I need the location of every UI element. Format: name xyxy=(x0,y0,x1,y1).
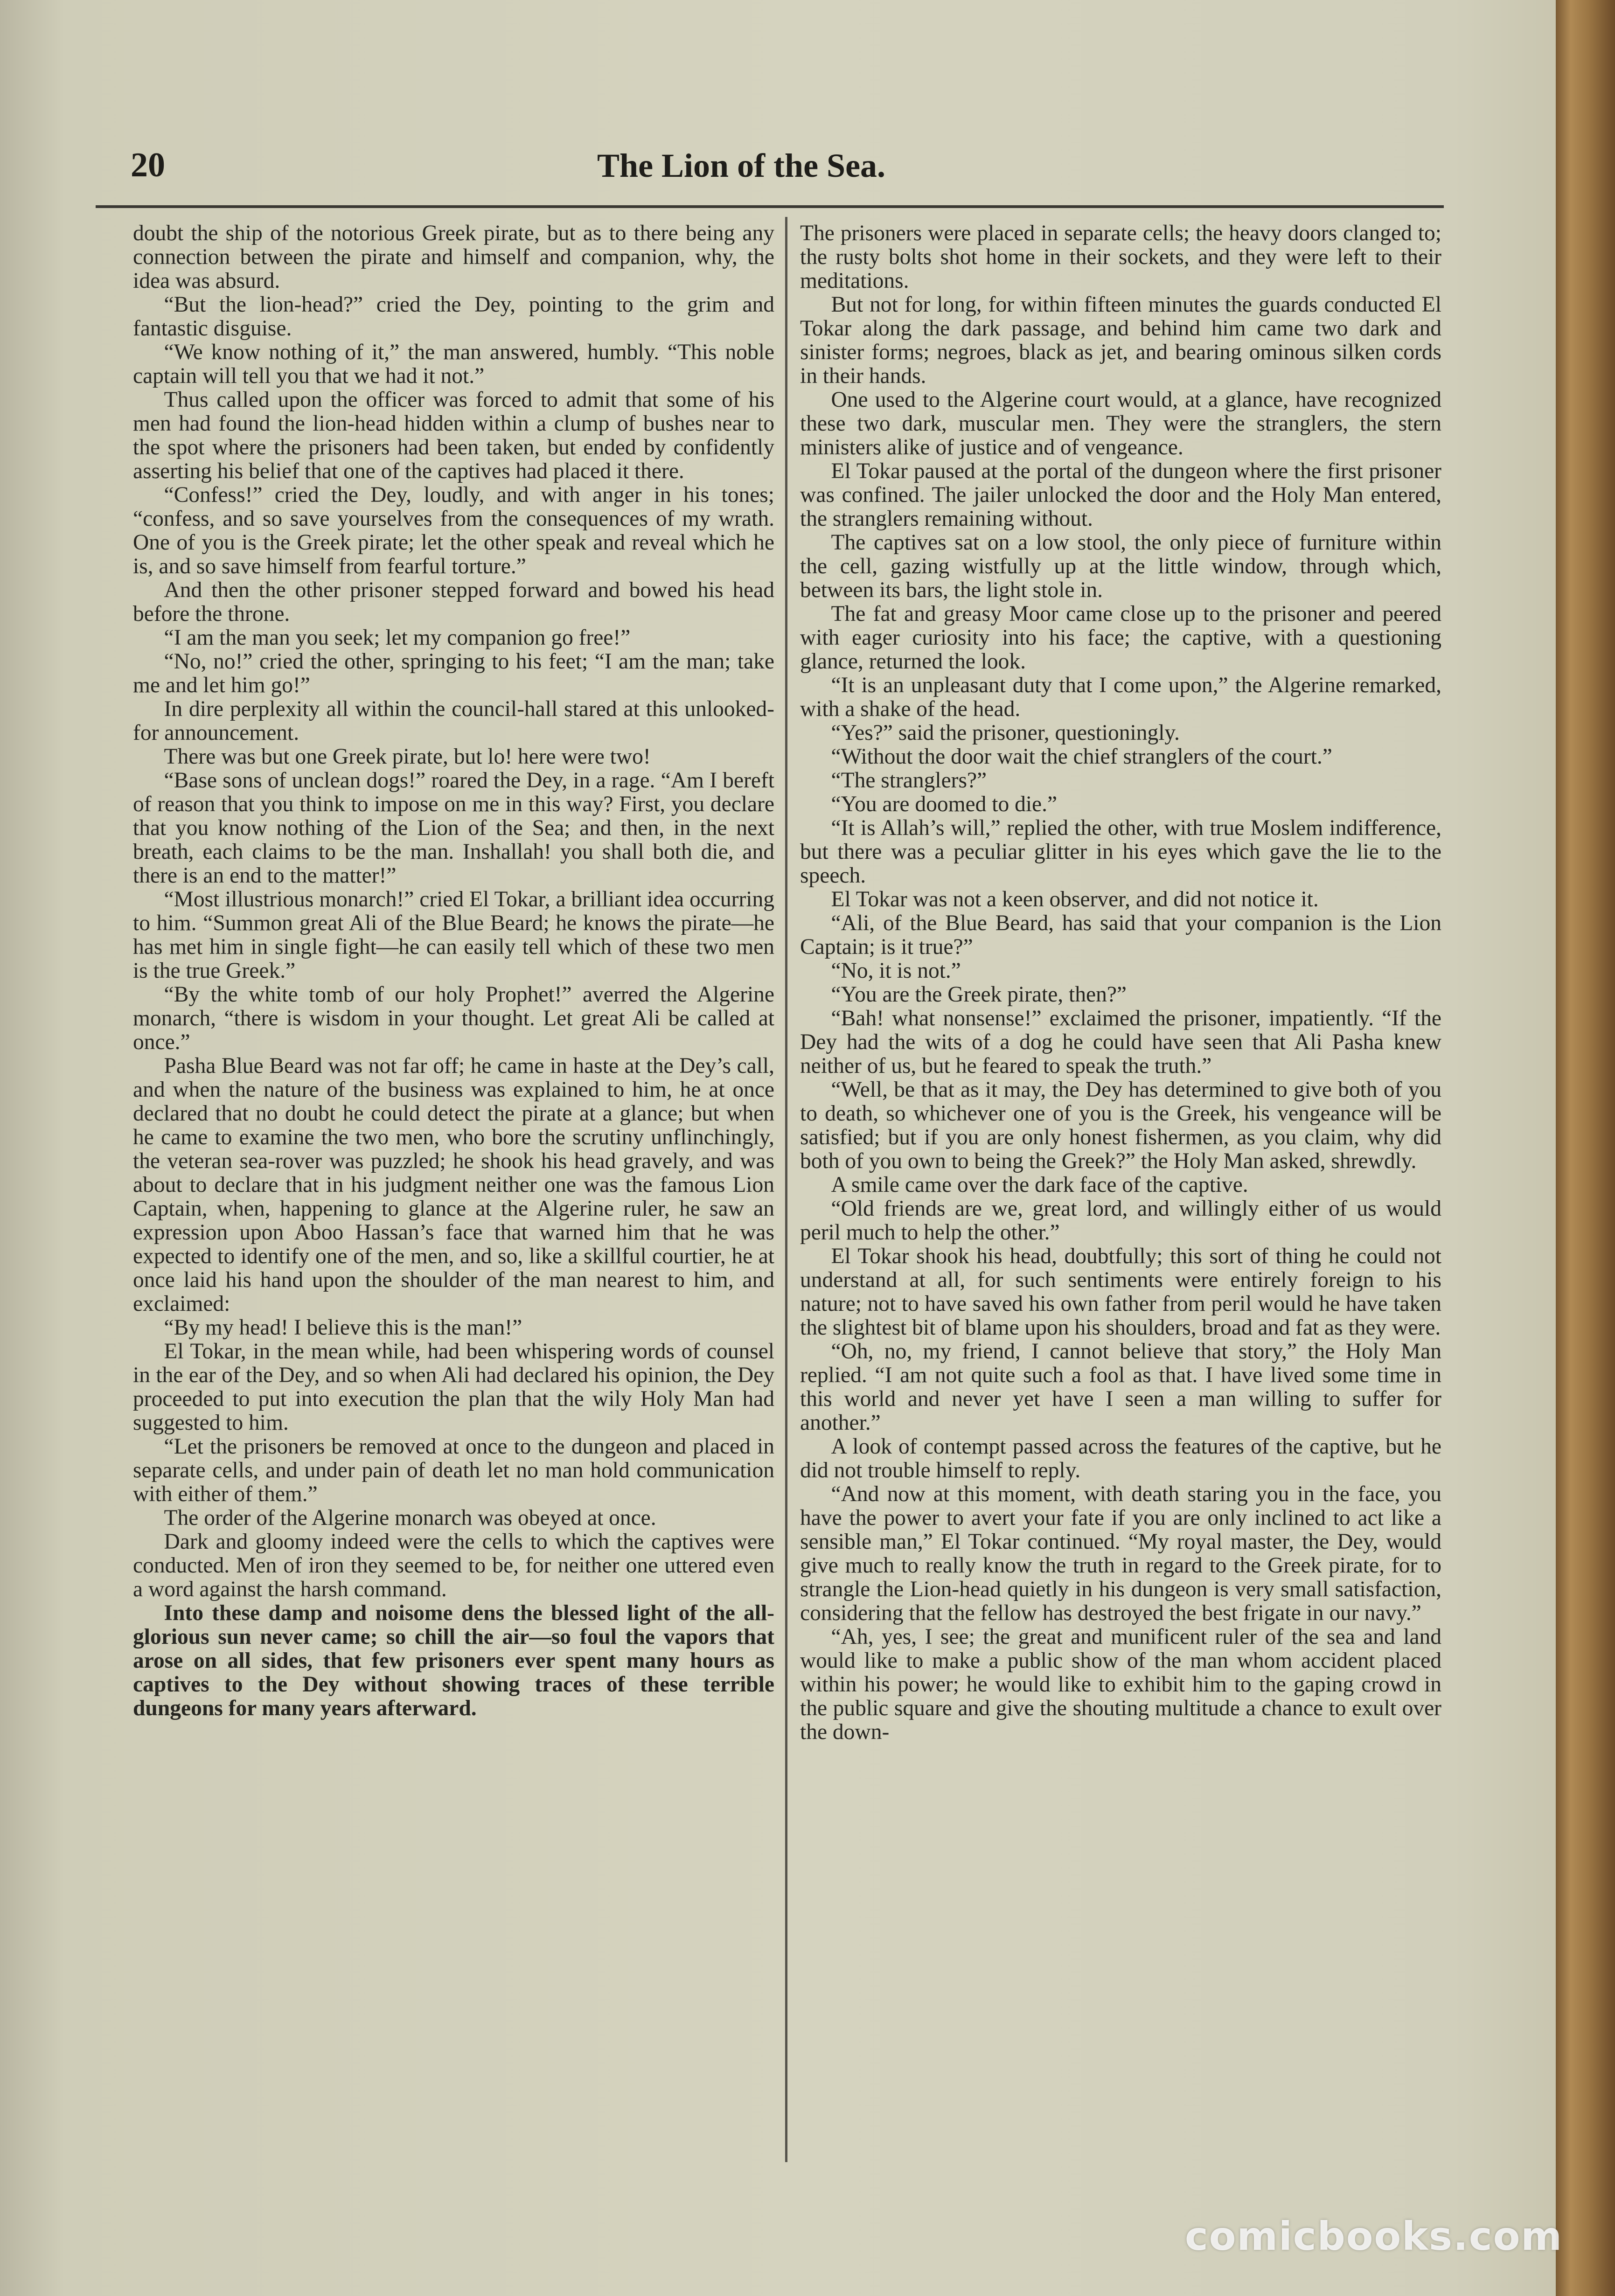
paragraph: “No, no!” cried the other, springing to his feet; “I am the man; take me and let him go!” xyxy=(133,649,774,697)
paragraph: Pasha Blue Beard was not far off; he came in haste at the Dey’s call, and when the nature of the business was explained to him, he at once declared that no doubt he could detect the pirate at a glance; but when he came to examine the two men, who bore the scrutiny unflinchingly, the veteran sea-rover was puzzled; he shook his head gravely, and was about to declare that in his judgment neither one was the famous Lion Captain, when, happening to glance at the Algerine ruler, he saw an expression upon Aboo Hassan’s face that warned him that he was expected to identify one of the men, and so, like a skillful courtier, he at once laid his hand upon the shoulder of the man nearest to him, and exclaimed: xyxy=(133,1054,774,1316)
paragraph: Thus called upon the officer was forced to admit that some of his men had found the lion-head hidden within a clump of bushes near to the spot where the prisoners had been taken, but ended by confidently asserting his belief that one of the captives had placed it there. xyxy=(133,388,774,483)
paragraph: “It is Allah’s will,” replied the other, with true Moslem indifference, but there was a peculiar glitter in his eyes which gave the lie to the speech. xyxy=(800,816,1441,888)
paragraph: “Without the door wait the chief stranglers of the court.” xyxy=(831,744,1332,769)
paragraph: “Yes?” said the prisoner, questioningly. xyxy=(831,721,1180,745)
paragraph: El Tokar was not a keen observer, and did not notice it. xyxy=(831,887,1319,911)
paragraph: But not for long, for within fifteen minutes the guards conducted El Tokar along the dark passage, and behind him came two dark and sinister forms; negroes, black as jet, and bearing ominous silken cords in their hands. xyxy=(800,292,1441,388)
paragraph: “We know nothing of it,” the man answered, humbly. “This noble captain will tell you that we had it not.” xyxy=(133,340,774,388)
paragraph: “Oh, no, my friend, I cannot believe that story,” the Holy Man replied. “I am not quite such a fool as that. I have lived some time in this world and never yet have I seen a man willing to suffer for another.” xyxy=(800,1339,1441,1435)
paragraph: “Old friends are we, great lord, and willingly either of us would peril much to help the other.” xyxy=(800,1197,1441,1245)
text-column-right xyxy=(800,222,1441,2167)
paragraph: One used to the Algerine court would, at a glance, have recognized these two dark, muscular men. They were the stranglers, the stern ministers alike of justice and of vengeance. xyxy=(800,388,1441,459)
page-number: 20 xyxy=(131,146,165,184)
paragraph: “Ali, of the Blue Beard, has said that your companion is the Lion Captain; is it true?” xyxy=(800,911,1441,959)
paragraph: Into these damp and noisome dens the blessed light of the all-glorious sun never came; so chill the air—so foul the vapors that arose on all sides, that few prisoners ever spent many hours as captives to the Dey without showing traces of these terrible dungeons for many years afterward. xyxy=(133,1601,774,1720)
paragraph: “Bah! what nonsense!” exclaimed the prisoner, impatiently. “If the Dey had the wits of a dog he could have seen that Ali Pasha knew neither of us, but he feared to speak the truth.” xyxy=(800,1006,1441,1078)
running-title: The Lion of the Sea. xyxy=(597,147,886,184)
paragraph: El Tokar, in the mean while, had been whispering words of counsel in the ear of the Dey, and so when Ali had declared his opinion, the Dey proceeded to put into execution the plan that the wily Holy Man had suggested to him. xyxy=(133,1339,774,1435)
paragraph: “By my head! I believe this is the man!” xyxy=(164,1315,522,1340)
paragraph: El Tokar paused at the portal of the dungeon where the first prisoner was confined. The jailer unlocked the door and the Holy Man entered, the stranglers remaining without. xyxy=(800,459,1441,531)
paragraph: “Base sons of unclean dogs!” roared the Dey, in a rage. “Am I bereft of reason that you think to impose on me in this way? First, you declare that you know nothing of the Lion of the Sea; and then, in the next breath, each claims to be the man. Inshallah! you shall both die, and there is an end to the matter!” xyxy=(133,768,774,888)
paragraph: The captives sat on a low stool, the only piece of furniture within the cell, gazing wistfully up at the little window, through which, between its bars, the light stole in. xyxy=(800,530,1441,602)
paragraph: “You are the Greek pirate, then?” xyxy=(831,982,1127,1007)
paragraph: A look of contempt passed across the features of the captive, but he did not trouble himself to reply. xyxy=(800,1434,1441,1482)
paragraph: “But the lion-head?” cried the Dey, pointing to the grim and fantastic disguise. xyxy=(133,292,774,341)
paragraph: “And now at this moment, with death staring you in the face, you have the power to avert your fate if you are only inclined to act like a sensible man,” El Tokar continued. “My royal master, the Dey, would give much to really know the truth in regard to the Greek pirate, for to strangle the Lion-head quietly in his dungeon is very small satisfaction, considering that the fellow has destroyed the best frigate in our navy.” xyxy=(800,1482,1441,1625)
paragraph: “It is an unpleasant duty that I come upon,” the Algerine remarked, with a shake of the head. xyxy=(800,673,1441,721)
paragraph: “No, it is not.” xyxy=(831,959,961,983)
paragraph: There was but one Greek pirate, but lo! here were two! xyxy=(164,744,651,769)
spine-binding xyxy=(1556,0,1615,2296)
paragraph: And then the other prisoner stepped forward and bowed his head before the throne. xyxy=(133,578,774,626)
column-divider xyxy=(785,217,787,2162)
paragraph: In dire perplexity all within the council-hall stared at this unlooked-for announcement. xyxy=(133,697,774,745)
page-header xyxy=(93,140,1446,196)
paragraph: The prisoners were placed in separate cells; the heavy doors clanged to; the rusty bolts shot home in their sockets, and they were left to their meditations. xyxy=(800,222,1441,293)
header-rule xyxy=(96,205,1444,208)
paragraph: “The stranglers?” xyxy=(831,768,987,793)
paragraph: “By the white tomb of our holy Prophet!” averred the Algerine monarch, “there is wisdom in your thought. Let great Ali be called at once.” xyxy=(133,982,774,1054)
paragraph: A smile came over the dark face of the captive. xyxy=(831,1173,1248,1197)
paragraph: “Confess!” cried the Dey, loudly, and with anger in his tones; “confess, and so save yourselves from the consequences of my wrath. One of you is the Greek pirate; let the other speak and reveal which he is, and so save himself from fearful torture.” xyxy=(133,483,774,578)
paragraph: “Ah, yes, I see; the great and munificent ruler of the sea and land would like to make a public show of the man whom accident placed within his power; he would like to exhibit him to the gaping crowd in the public square and give the shouting multitude a chance to exult over the down- xyxy=(800,1625,1441,1744)
paragraph: The order of the Algerine monarch was obeyed at once. xyxy=(164,1506,656,1530)
paragraph: “Most illustrious monarch!” cried El Tokar, a brilliant idea occurring to him. “Summon great Ali of the Blue Beard; he knows the pirate—he has met him in single fight—he can easily tell which of these two men is the true Greek.” xyxy=(133,887,774,983)
paragraph: “I am the man you seek; let my companion go free!” xyxy=(164,626,631,650)
watermark: comicbooks.com xyxy=(1185,2213,1563,2259)
text-column-left xyxy=(133,222,774,2167)
paragraph: “You are doomed to die.” xyxy=(831,792,1058,816)
paragraph: The fat and greasy Moor came close up to the prisoner and peered with eager curiosity into his face; the captive, with a questioning glance, returned the look. xyxy=(800,602,1441,674)
paragraph: “Let the prisoners be removed at once to the dungeon and placed in separate cells, and under pain of death let no man hold communication with either of them.” xyxy=(133,1434,774,1506)
paragraph: “Well, be that as it may, the Dey has determined to give both of you to death, so whichever one of you is the Greek, his vengeance will be satisfied; but if you are only honest fishermen, as you claim, why did both of you own to being the Greek?” the Holy Man asked, shrewdly. xyxy=(800,1078,1441,1173)
paragraph: Dark and gloomy indeed were the cells to which the captives were conducted. Men of iron they seemed to be, for neither one uttered even a word against the harsh command. xyxy=(133,1530,774,1601)
paragraph: doubt the ship of the notorious Greek pirate, but as to there being any connection between the pirate and himself and companion, why, the idea was absurd. xyxy=(133,222,774,293)
paragraph: El Tokar shook his head, doubtfully; this sort of thing he could not understand at all, for such sentiments were entirely foreign to his nature; not to have saved his own father from peril would he have taken the slightest bit of blame upon his shoulders, broad and fat as they were. xyxy=(800,1244,1441,1340)
